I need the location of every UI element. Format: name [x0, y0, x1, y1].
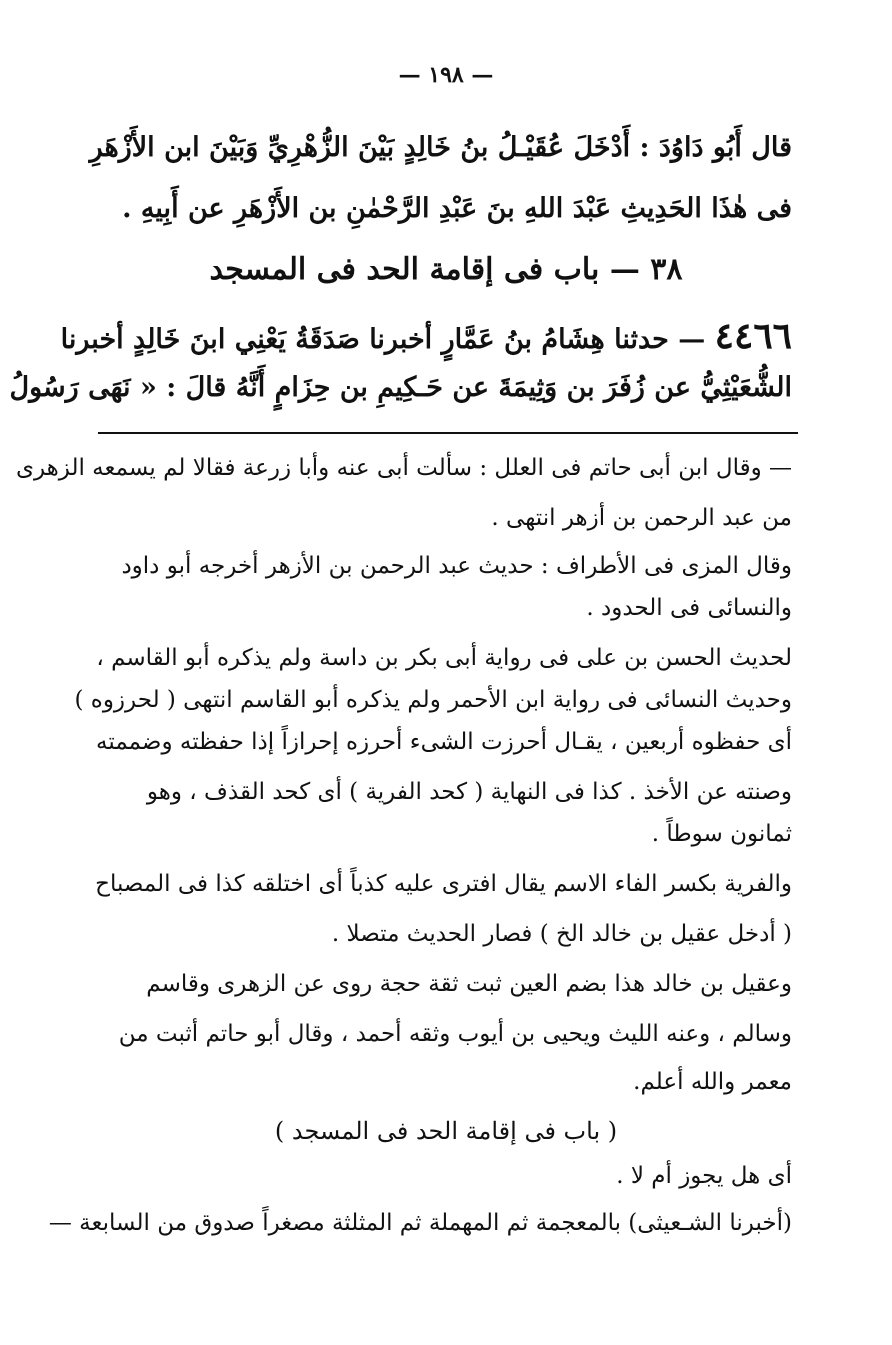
note-line-4: والنسائى فى الحدود .	[586, 595, 792, 621]
note-section-heading: ( باب فى إقامة الحد فى المسجد )	[274, 1117, 618, 1145]
note-line-9: ثمانون سوطاً .	[651, 821, 792, 847]
hadith-number: ٤٤٦٦	[714, 315, 792, 357]
note-line-3: وقال المزى فى الأطراف : حديث عبد الرحمن بن الأزهر أخرجه أبو داود	[121, 553, 792, 579]
hadith-line-1-text: — حدثنا هِشَامُ بنُ عَمَّارٍ أخبرنا صَدَقَةُ يَعْنِي ابنَ خَالِدٍ أخبرنا	[60, 324, 706, 355]
note-line-5: لحديث الحسن بن على فى رواية أبى بكر بن داسة ولم يذكره أبو القاسم ،	[96, 645, 792, 671]
note-line-13: وسالم ، وعنه الليث ويحيى بن أيوب وثقه أحمد ، وقال أبو حاتم أثبت من	[118, 1021, 792, 1047]
hadith-line-2: الشُّعَيْثِيُّ عن زُفَرَ بن وَثِيمَةَ عن حَـكِيمِ بن حِزَامٍ أَنَّهُ قالَ : « نَهَى رَسُولُ	[9, 372, 792, 403]
note-line-1: — وقال ابن أبى حاتم فى العلل : سألت أبى عنه وأبا زرعة فقالا لم يسمعه الزهرى	[15, 455, 792, 481]
note-line-14: معمر والله أعلم.	[633, 1069, 792, 1095]
note-line-10: والفرية بكسر الفاء الاسم يقال افترى عليه كذباً أى اختلقه كذا فى المصباح	[95, 871, 792, 897]
note-line-11: ( أدخل عقيل بن خالد الخ ) فصار الحديث متصلا .	[331, 921, 792, 947]
page-number: — ١٩٨ —	[398, 62, 494, 88]
main-text-line-1: قال أَبُو دَاوُدَ : أَدْخَلَ عُقَيْـلُ بنُ خَالِدٍ بَيْنَ الزُّهْرِيِّ وَبَيْنَ ابن الأَزْهَرِ	[89, 132, 792, 163]
hadith-line-1	[60, 315, 792, 357]
note-line-7: أى حفظوه أربعين ، يقـال أحرزت الشىء أحرزه إحرازاً إذا حفظته وضممته	[96, 729, 792, 755]
main-text-line-2: فى هٰذَا الحَدِيثِ عَبْدَ اللهِ بنَ عَبْدِ الرَّحْمٰنِ بن الأَزْهَرِ عن أَبِيهِ .	[122, 193, 792, 224]
chapter-title: ٣٨ — باب فى إقامة الحد فى المسجد	[209, 252, 683, 287]
note-line-2: من عبد الرحمن بن أزهر انتهى .	[491, 505, 792, 531]
note-line-6: وحديث النسائى فى رواية ابن الأحمر ولم يذكره أبو القاسم انتهى ( لحرزوه )	[74, 687, 792, 713]
note-line-12: وعقيل بن خالد هذا بضم العين ثبت ثقة حجة روى عن الزهرى وقاسم	[146, 971, 792, 997]
footnote-divider	[98, 432, 798, 434]
note-line-8: وصنته عن الأخذ . كذا فى النهاية ( كحد الفرية ) أى كحد القذف ، وهو	[146, 779, 792, 805]
note-after-line-2: (أخبرنا الشـعيثى) بالمعجمة ثم المهملة ثم المثلثة مصغراً صدوق من السابعة —	[48, 1210, 792, 1236]
note-after-line-1: أى هل يجوز أم لا .	[616, 1163, 792, 1189]
